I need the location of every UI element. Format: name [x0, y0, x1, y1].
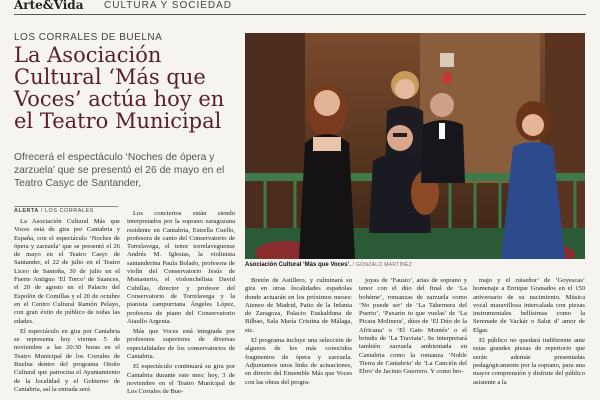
paragraph: joyas de ‘Fausto’, arias de soprano y tenor con el dúo del final de ‘La bohème’, romanzas de zarzuela como ‘No puede ser’ de ‘La Tabernera del Puerto’, ‘Paxarín tu que vuelas’ de ‘La Picara Molinera’, dúos de ‘El Dúo de la Africana’ o ‘El Gato Montés’ o el brindis de ‘La Traviata’. Se interpretará también zarzuela ambientada en Cantabria como la romanza ‘Noble Tierra de Cantabria’ de ‘La Canción del Ebro’ de Jacinto Guerrero. Y como bro-: [359, 277, 467, 376]
photo-caption: [245, 262, 585, 268]
paragraph: El programa incluye una selección de algunos de los más conocidos fragmentos de ópera y zarzuela. Adjuntamos unos links de actuaciones, en directo del Ensemble Más que Voces con las obras del progra-: [245, 337, 352, 386]
alert-location: LOS CORRALES: [45, 208, 94, 214]
paragraph: El espectáculo en gira por Cantabria se representa hoy viernes 5 de noviembre a las 20:30 horas en el Teatro Municipal de los Corrales de Buelna dentro del programa Otoño Cultural que patrocina el Ayuntamiento de la localidad y el Gobierno de Cantabria, así la entrada será: [14, 327, 120, 393]
article-kicker: LOS CORRALES DE BUELNA: [14, 32, 163, 43]
paragraph: Los conciertos están siendo interpretados por la soprano zaragozana residente en Cantabria, Estrella Cuello, profesora de canto del Conservatorio de Torrelavega, el tenor torrelaveguense Andrés M. Iglesias, la violinista santanderina Paula Bolado, profesora de violín del Conservatorio Jesús de Monasterio, el violonchelista David Cubillas, director y profesor del Conservatorio de Torrelavega y la pianista campurriana Ángeles López, profesora de piano del Conservatorio Ataulfo Argenta.: [127, 210, 235, 325]
body-column-3: [245, 277, 352, 400]
paragraph: La Asociación Cultural Más que Voces está de gira por Cantabria y España, con el espectáculo ‘Noches de ópera y zarzuela’ que se presentó el 26 de mayo en el Teatro Casyc de Santander, el 22 de julio en el Teatro Liceo de Santoña, 30 de julio en el Fuerte Antiguo ‘El Torco’ de Suances, el 20 de agosto en el Palacio del Espolón de Comillas y el 20 de octubre en el Centro Cultural Ramón Pelayo, con gran éxito de público de todas las edades.: [14, 218, 120, 325]
photo-credit: / GONZALO MARTÍNEZ: [352, 262, 413, 268]
body-column-2: [127, 210, 235, 400]
caption-text: Asociación Cultural ‘Más que Voces’.: [245, 262, 351, 268]
paragraph: El público no quedará indiferente ante estas grandes piezas de repertorio que serán además presentadas pedagógicamente por la soprano, para una mayor comprensión y disfrute del público asistente a la: [473, 337, 585, 386]
article-subhead: Ofrecerá el espectáculo ‘Noches de ópera y zarzuela’ que se presentó el 26 de mayo en el Teatro Casyc de Santander,: [14, 152, 225, 189]
article-headline: La Asociación Cultural ‘Más que Voces’ actúa hoy en el Teatro Municipal: [14, 43, 225, 133]
alert-label: ALERTA: [14, 208, 39, 214]
body-column-1: [14, 218, 120, 400]
body-column-5: [473, 277, 585, 400]
paragraph: Bretón de Astillero, y culminará su gira en otras localidades españolas donde actuarán en los próximos meses: Ateneo de Madrid, Patio de la Infanta de Zaragoza, Palacio Euskalduna de Bilbao, Sala María Cristina de Málaga, etc.: [245, 277, 352, 334]
paragraph: Más que Voces está integrada por profesores superiores de diversas especialidades de los conservatorios de Cantabria.: [127, 328, 235, 361]
paragraph: majo y el ruiseñor’ de ‘Goyescas’ homenaje a Enrique Granados en el 150 aniversario de su nacimiento. Música vocal maravillosa intercalada con piezas instrumentales bellísimas como la Serenade de Vackár o Salut d’ amor de Elgar.: [473, 277, 585, 334]
paragraph: El espectáculo continuará su gira por Cantabria durante este mes: hoy, 3 de noviembre en el Teatro Municipal de Los Corrales de Bue-: [127, 363, 235, 396]
photo-illustration: [245, 33, 585, 259]
body-column-4: [359, 277, 467, 400]
article-photo: [245, 33, 585, 259]
section-header: [14, 0, 586, 15]
subsection-name: CULTURA Y SOCIEDAD: [104, 0, 233, 11]
section-name: Arte&Vida: [14, 0, 84, 12]
dateline: ALERTA / LOS CORRALES: [14, 206, 118, 214]
photo-credit-name: GONZALO MARTÍNEZ: [355, 262, 413, 268]
